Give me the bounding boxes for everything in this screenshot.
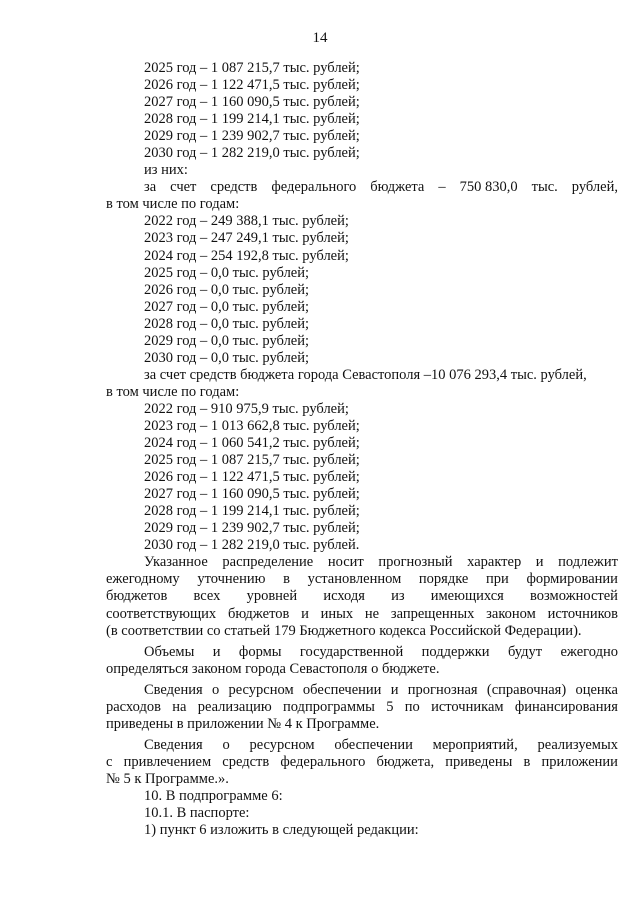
list-item: 1) пункт 6 изложить в следующей редакции: xyxy=(144,822,419,839)
items-list xyxy=(106,788,618,839)
word: источникам xyxy=(431,698,504,715)
year-line: 2023 год – 247 249,1 тыс. рублей; xyxy=(144,230,349,247)
word: в xyxy=(523,753,531,770)
word: установленном xyxy=(307,571,402,588)
list-item: 10.1. В паспорте: xyxy=(144,805,250,822)
word: порядке xyxy=(418,571,469,588)
word: средств xyxy=(222,753,270,770)
paragraph-line xyxy=(106,754,618,771)
word: прогнозная xyxy=(407,681,478,698)
word: (справочная) xyxy=(486,681,567,698)
city-heading-line: за счет средств бюджета города Севастополя –10 076 293,4 тыс. рублей, xyxy=(144,366,587,383)
word: по xyxy=(404,698,420,715)
word: мероприятий, xyxy=(432,736,518,753)
year-line: 2028 год – 1 199 214,1 тыс. рублей; xyxy=(144,111,360,128)
word: поддержки xyxy=(421,643,490,660)
word: подпрограммы xyxy=(282,698,375,715)
word: ресурсном xyxy=(249,736,315,753)
word: имеющихся xyxy=(430,588,504,605)
word: бюджета xyxy=(370,179,425,196)
word: законом xyxy=(486,605,536,622)
year-line: 2026 год – 1 122 471,5 тыс. рублей; xyxy=(144,77,360,94)
page-number: 14 xyxy=(312,30,328,46)
city-section xyxy=(106,367,618,555)
word: государственной xyxy=(299,643,404,660)
word: и xyxy=(390,681,399,698)
word: финансирования xyxy=(514,698,618,715)
year-line: 2027 год – 1 160 090,5 тыс. рублей; xyxy=(144,486,360,503)
word: на xyxy=(172,698,187,715)
resource-paragraph xyxy=(106,682,618,733)
year-line: 2027 год – 0,0 тыс. рублей; xyxy=(144,298,310,315)
word: запрещенных xyxy=(390,605,475,622)
distribution-paragraph xyxy=(106,554,618,639)
word: источников xyxy=(547,605,618,622)
word: – xyxy=(438,179,446,196)
word: формы xyxy=(238,643,282,660)
word: уровней xyxy=(246,588,298,605)
word: исходя xyxy=(323,588,365,605)
word: Сведения xyxy=(144,681,203,698)
word: с xyxy=(106,753,113,770)
support-paragraph xyxy=(106,644,618,678)
year-line: 2024 год – 1 060 541,2 тыс. рублей; xyxy=(144,435,360,452)
year-line: 2025 год – 0,0 тыс. рублей; xyxy=(144,264,310,281)
word: 750 830,0 xyxy=(459,179,518,196)
year-line: 2025 год – 1 087 215,7 тыс. рублей; xyxy=(144,452,360,469)
document-body xyxy=(106,60,618,839)
paragraph-line: определяться законом города Севастополя о бюджете. xyxy=(106,660,440,677)
of-which-label: из них: xyxy=(144,162,188,179)
word: и xyxy=(212,643,221,660)
word: формировании xyxy=(526,571,618,588)
word: ресурсном xyxy=(228,681,294,698)
word: всех xyxy=(193,588,221,605)
word: соответствующих xyxy=(106,605,217,622)
word: будут xyxy=(507,643,543,660)
word: Объемы xyxy=(144,643,195,660)
word: счет xyxy=(170,179,197,196)
word: подлежит xyxy=(558,554,618,571)
paragraph-line: приведены в приложении № 4 к Программе. xyxy=(106,715,380,732)
year-line: 2029 год – 0,0 тыс. рублей; xyxy=(144,332,310,349)
year-line: 2030 год – 0,0 тыс. рублей; xyxy=(144,349,310,366)
paragraph-line xyxy=(106,554,618,571)
paragraph-line xyxy=(106,737,618,754)
word: федерального xyxy=(271,179,357,196)
word: при xyxy=(486,571,509,588)
top-years-list xyxy=(106,60,618,162)
year-line: 2025 год – 1 087 215,7 тыс. рублей; xyxy=(144,60,360,76)
paragraph-line xyxy=(106,699,618,716)
word: бюджетов xyxy=(227,605,290,622)
word: реализацию xyxy=(197,698,272,715)
federal-subheading: в том числе по годам: xyxy=(106,196,240,213)
word: обеспечении xyxy=(334,736,413,753)
word: расходов xyxy=(106,698,161,715)
word: и xyxy=(301,605,309,622)
word: прогнозный xyxy=(378,554,453,571)
word: бюджета, xyxy=(376,753,435,770)
word: ежегодно xyxy=(560,643,618,660)
year-line: 2029 год – 1 239 902,7 тыс. рублей; xyxy=(144,520,360,537)
year-line: 2028 год – 0,0 тыс. рублей; xyxy=(144,315,310,332)
year-line: 2022 год – 910 975,9 тыс. рублей; xyxy=(144,400,349,417)
word: приложении xyxy=(541,753,618,770)
list-item: 10. В подпрограмме 6: xyxy=(144,787,283,804)
word: средств xyxy=(210,179,258,196)
word: тыс. xyxy=(531,179,558,196)
paragraph-line xyxy=(106,571,618,588)
word: и xyxy=(535,554,544,571)
city-subheading: в том числе по годам: xyxy=(106,383,240,400)
word: иных xyxy=(320,605,354,622)
paragraph-line xyxy=(106,588,618,605)
word: из xyxy=(391,588,405,605)
federal-info-paragraph xyxy=(106,737,618,788)
year-line: 2024 год – 254 192,8 тыс. рублей; xyxy=(144,247,349,264)
paragraph-line xyxy=(106,644,618,661)
word: о xyxy=(222,736,230,753)
word: ежегодному xyxy=(106,571,180,588)
year-line: 2029 год – 1 239 902,7 тыс. рублей; xyxy=(144,128,360,145)
word: обеспечении xyxy=(302,681,382,698)
paragraph-line xyxy=(106,682,618,699)
word: носит xyxy=(327,554,364,571)
year-line: 2026 год – 0,0 тыс. рублей; xyxy=(144,281,310,298)
word: привлечением xyxy=(123,753,212,770)
word: возможностей xyxy=(530,588,618,605)
word: характер xyxy=(467,554,522,571)
word: рублей, xyxy=(571,179,618,196)
year-line: 2027 год – 1 160 090,5 тыс. рублей; xyxy=(144,94,360,111)
word: федерального xyxy=(280,753,366,770)
year-line: 2030 год – 1 282 219,0 тыс. рублей; xyxy=(144,145,360,162)
word: не xyxy=(364,605,380,622)
federal-section xyxy=(106,179,618,367)
word: оценка xyxy=(575,681,618,698)
word: 5 xyxy=(386,698,394,715)
word: реализуемых xyxy=(537,736,618,753)
word: о xyxy=(211,681,220,698)
year-line: 2028 год – 1 199 214,1 тыс. рублей; xyxy=(144,503,360,520)
paragraph-line: № 5 к Программе.». xyxy=(106,770,229,787)
word: Указанное xyxy=(144,554,208,571)
word: уточнению xyxy=(197,571,266,588)
word: приведены xyxy=(445,753,513,770)
year-line: 2022 год – 249 388,1 тыс. рублей; xyxy=(144,213,349,230)
word: бюджетов xyxy=(106,588,168,605)
word: за xyxy=(144,179,157,196)
year-line: 2023 год – 1 013 662,8 тыс. рублей; xyxy=(144,417,360,434)
federal-heading-line xyxy=(106,179,618,196)
year-line: 2030 год – 1 282 219,0 тыс. рублей. xyxy=(144,537,360,554)
paragraph-line xyxy=(106,606,618,623)
word: в xyxy=(283,571,290,588)
year-line: 2026 год – 1 122 471,5 тыс. рублей; xyxy=(144,469,360,486)
word: Сведения xyxy=(144,736,203,753)
word: распределение xyxy=(222,554,314,571)
paragraph-line: (в соответствии со статьей 179 Бюджетного кодекса Российской Федерации). xyxy=(106,622,582,639)
